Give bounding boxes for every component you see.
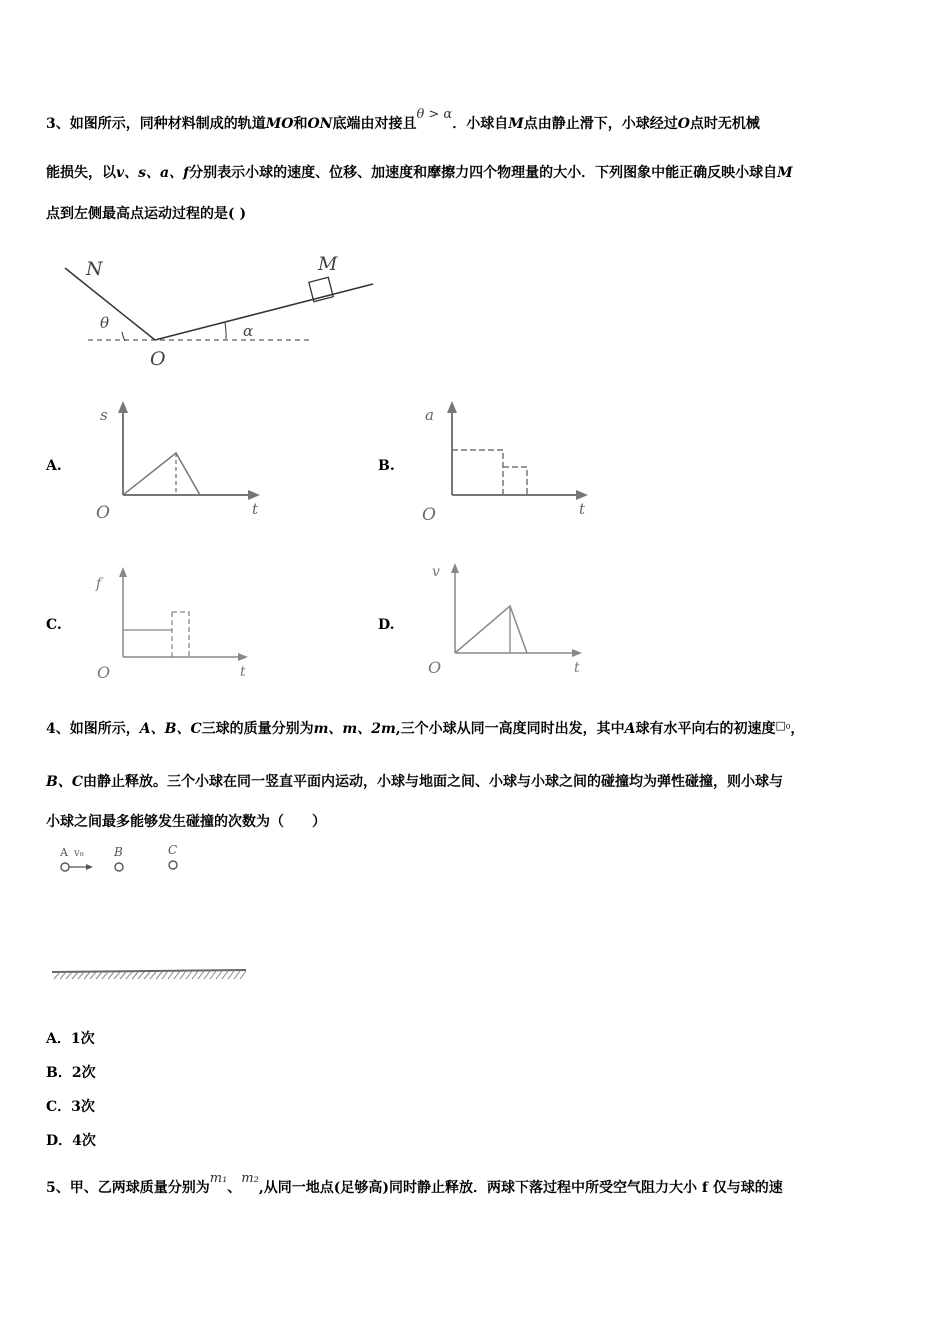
label-M: M: [318, 253, 338, 275]
ground-line: [52, 970, 246, 972]
label-alpha: α: [243, 322, 254, 340]
y-label: a: [425, 406, 434, 424]
origin-label: O: [97, 663, 111, 682]
origin-label: O: [422, 505, 436, 523]
ball-C: [169, 861, 177, 869]
x-arrow: [572, 649, 582, 657]
graph-a-t: [420, 398, 600, 523]
q3-option-c-label: C.: [46, 617, 62, 633]
track-OM: [155, 284, 373, 340]
m2-symbol: m₂: [241, 1171, 259, 1186]
y-label: v: [432, 564, 440, 580]
y-arrow: [447, 401, 457, 413]
y-label: f: [96, 576, 102, 592]
label-N: N: [86, 258, 103, 280]
q4-line-1: 4、如图所示，A、B、C三球的质量分别为m、m、2m,三个小球从同一高度同时出发，其中A球有水平向右的初速度$^{□_0}$，: [46, 719, 805, 737]
y-arrow: [119, 567, 127, 577]
label-O: O: [150, 348, 166, 370]
m1-symbol: m₁: [209, 1171, 228, 1186]
label-A: A: [60, 846, 68, 859]
y-label: s: [100, 406, 108, 424]
track-figure: [60, 248, 390, 373]
ball-B: [115, 863, 123, 871]
label-C: C: [168, 843, 178, 857]
angle-alpha-arc: [225, 323, 226, 339]
q5-line-1: 5、甲、乙两球质量分别为m₁、m₂,从同一地点(足够高)同时静止释放．两球下落过程中所受空气阻力大小 f 仅与球的速: [46, 1171, 783, 1196]
s-curve: [123, 453, 200, 495]
graph-v-t: [420, 562, 590, 682]
q3-option-d-label: D.: [378, 617, 395, 633]
q4-option-d: D．4次: [46, 1133, 96, 1149]
graph-s-t: [90, 398, 270, 523]
q3-option-a-label: A.: [46, 458, 62, 474]
ball-A: [61, 863, 69, 871]
x-label: t: [240, 664, 246, 680]
x-arrow: [576, 490, 588, 500]
q4-line-3: 小球之间最多能够发生碰撞的次数为（ ）: [46, 814, 326, 830]
v-curve: [455, 606, 527, 653]
origin-label: O: [428, 658, 442, 677]
q4-option-a: A．1次: [46, 1031, 95, 1047]
v0-symbol: □₀: [775, 719, 791, 732]
label-B: B: [114, 845, 123, 859]
q3-option-b-label: B.: [378, 458, 395, 474]
track-ON: [65, 268, 155, 340]
a-step-2: [503, 467, 527, 495]
q3-line-2: 能损失，以v、s、a、f分别表示小球的速度、位移、加速度和摩擦力四个物理量的大小．下列图象中能正确反映小球自M: [46, 165, 793, 181]
origin-label: O: [96, 503, 110, 523]
x-arrow: [248, 490, 260, 500]
q3-line-1: 3、如图所示，同种材料制成的轨道MO和ON底端由对接且θ > α．小球自M点由静止滑下，小球经过O点时无机械: [46, 107, 760, 132]
x-arrow: [238, 653, 248, 661]
q3-line-3: 点到左侧最高点运动过程的是( ): [46, 206, 247, 222]
q4-option-b: B．2次: [46, 1065, 96, 1081]
theta-gt-alpha: θ > α: [416, 107, 453, 122]
balls-figure: [50, 840, 260, 990]
x-label: t: [579, 500, 586, 518]
f-level-2: [172, 612, 189, 657]
q4-option-c: C．3次: [46, 1099, 95, 1115]
y-arrow: [451, 563, 459, 573]
graph-f-t: [90, 562, 260, 682]
x-label: t: [252, 500, 259, 518]
y-arrow: [118, 401, 128, 413]
label-theta: θ: [100, 314, 110, 332]
a-step-1: [452, 450, 503, 495]
label-v0: v₀: [74, 848, 84, 859]
q4-line-2: B、C由静止释放。三个小球在同一竖直平面内运动，小球与地面之间、小球与小球之间的碰撞均为弹性碰撞，则小球与: [46, 774, 783, 790]
angle-theta-arc: [122, 332, 125, 341]
velocity-arrowhead: [86, 864, 93, 870]
x-label: t: [574, 660, 580, 676]
